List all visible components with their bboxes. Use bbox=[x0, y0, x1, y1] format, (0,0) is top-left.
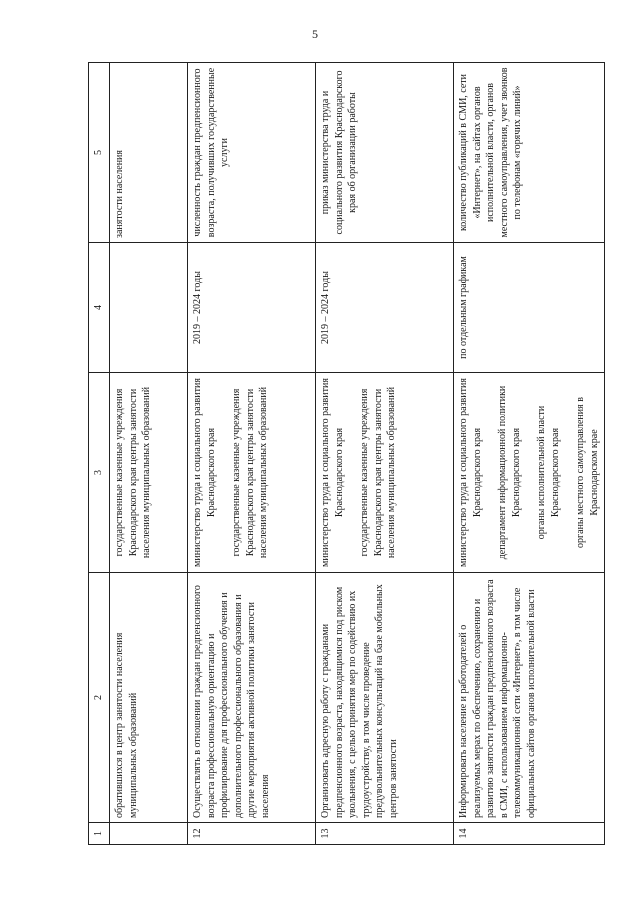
row-number: 12 bbox=[188, 823, 316, 845]
row-number: 14 bbox=[454, 823, 605, 845]
executors-cell bbox=[454, 373, 605, 573]
executor: министерство труда и социального развития Краснодарского края bbox=[192, 378, 217, 567]
table-row bbox=[454, 63, 605, 845]
executor: государственные казенные учреждения Краснодарского края центры занятости населения муниципальных образований bbox=[114, 386, 152, 559]
page-number: 5 bbox=[312, 27, 318, 41]
header-cell-4: 4 bbox=[89, 243, 110, 373]
executor: государственные казенные учреждения Краснодарского края центры занятости населения муниципальных образований bbox=[359, 386, 397, 559]
table-row bbox=[188, 63, 316, 845]
term-cell: по отдельным графикам bbox=[454, 243, 605, 373]
header-cell-1: 1 bbox=[89, 823, 110, 845]
rotated-table-container bbox=[88, 63, 600, 845]
executor: органы исполнительной власти Краснодарского края bbox=[536, 405, 561, 540]
executor: государственные казенные учреждения Краснодарского края центры занятости населения муниципальных образований bbox=[231, 386, 269, 559]
executors-cell bbox=[110, 373, 188, 573]
table-row bbox=[316, 63, 454, 845]
executors-cell bbox=[316, 373, 454, 573]
action-cell: Информировать население и работодателей о реализуемых мерах по обеспечению, сохранению и развитию занятости граждан предпенсионного возраста в СМИ, с использованием информационно-телекоммуникационной сети «Интернет», в том числе официальных сайтов органов исполнительной власти bbox=[454, 573, 605, 823]
header-cell-3: 3 bbox=[89, 373, 110, 573]
table-row bbox=[110, 63, 188, 845]
executor: министерство труда и социального развития Краснодарского края bbox=[458, 378, 483, 567]
term-cell bbox=[110, 243, 188, 373]
term-cell: 2019 – 2024 годы bbox=[188, 243, 316, 373]
row-number bbox=[110, 823, 188, 845]
row-number: 13 bbox=[316, 823, 454, 845]
indicator-cell: занятости населения bbox=[110, 63, 188, 243]
executor: министерство труда и социального развития Краснодарского края bbox=[320, 378, 345, 567]
executor: органы местного самоуправления в Краснодарском крае bbox=[575, 397, 600, 548]
measures-table bbox=[88, 62, 605, 845]
header-cell-2: 2 bbox=[89, 573, 110, 823]
indicator-cell: приказ министерства труда и социального развития Краснодарского края об организации работы bbox=[316, 63, 454, 243]
action-cell: обратившихся в центр занятости населения муниципальных образований bbox=[110, 573, 188, 823]
header-row bbox=[89, 63, 110, 845]
term-cell: 2019 – 2024 годы bbox=[316, 243, 454, 373]
executor: департамент информационной политики Краснодарского края bbox=[497, 385, 522, 560]
executors-cell bbox=[188, 373, 316, 573]
header-cell-5: 5 bbox=[89, 63, 110, 243]
action-cell: Организовать адресную работу с гражданами предпенсионного возраста, находящимися под риском увольнения, с целью принятия мер по содействию их трудоустройству, в том числе проведение предувольнительных консультаций на базе мобильных центров занятости bbox=[316, 573, 454, 823]
action-cell: Осуществлять в отношении граждан предпенсионного возраста профессиональную ориентацию и профилирование для профессионального обучения и дополнительного профессионального образования и другие мероприятия активной политики занятости населения bbox=[188, 573, 316, 823]
indicator-cell: количество публикаций в СМИ, сети «Интернет», на сайтах органов исполнительной власти, органов местного самоуправления, учет звонков по телефонам «горячих линий» bbox=[454, 63, 605, 243]
indicator-cell: численность граждан предпенсионного возраста, получивших государственные услуги bbox=[188, 63, 316, 243]
